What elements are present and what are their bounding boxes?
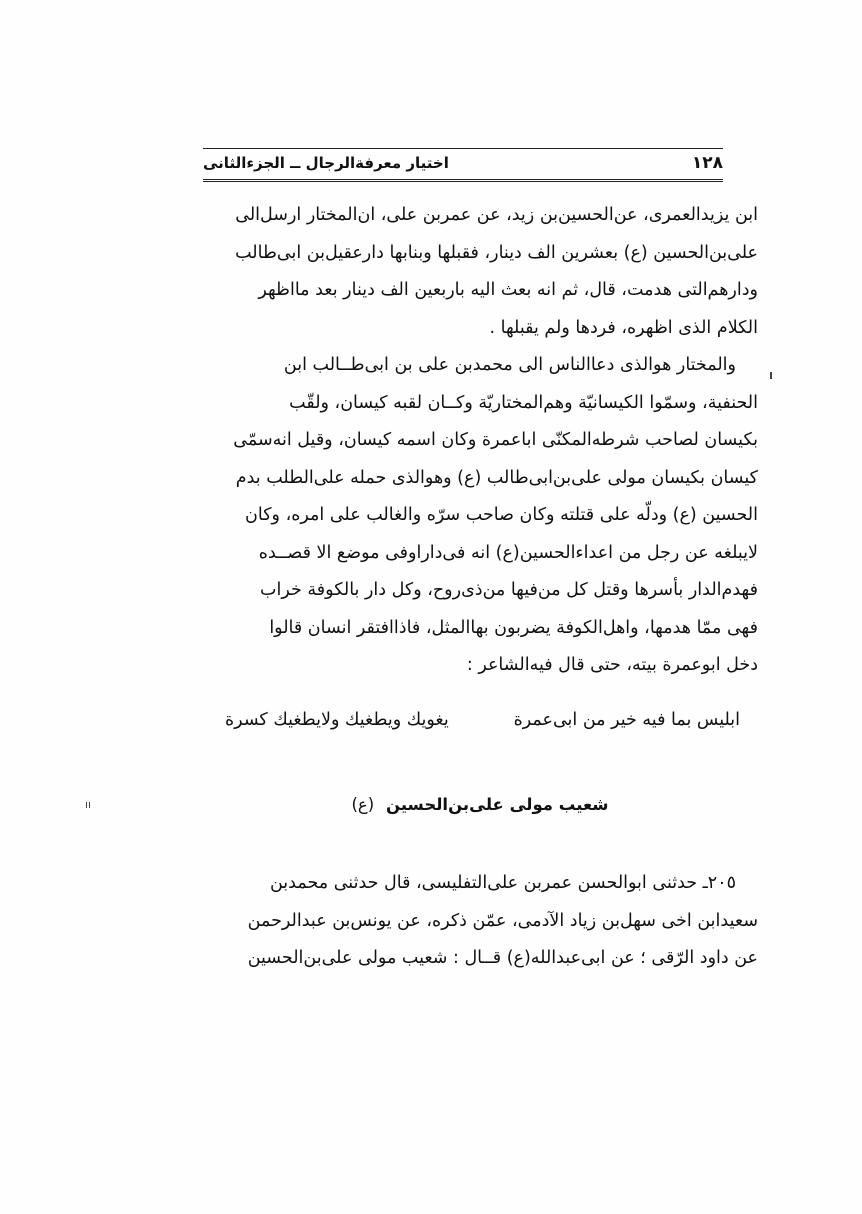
text-line: والمختار هوالذى دعاالناس الى محمدبن على بن ابى‌طــالب ابن xyxy=(283,355,736,375)
paragraph-2 xyxy=(198,347,758,685)
scan-artifact xyxy=(86,802,87,808)
scan-artifact xyxy=(89,802,90,808)
text-line: سعيدابن اخى سهل‌بن زياد الآدمى، عمّن ذكره، عن يونس‌بن عبدالرحمن xyxy=(247,910,758,931)
section-heading xyxy=(200,795,760,814)
paragraph-3 xyxy=(198,865,758,978)
text-line: ابن يزيدالعمرى، عن‌الحسين‌بن زيد، عن عمربن على، ان‌المختار ارسل‌الى xyxy=(235,205,758,225)
text-line: الكلام الذى اظهره، فردها ولم يقبلها . xyxy=(489,317,758,338)
page-number: ١٢٨ xyxy=(691,153,723,173)
paragraph-1 xyxy=(198,197,758,347)
section-heading-title: شعيب مولى على‌بن‌الحسين xyxy=(385,795,609,814)
text-line: فهى ممّا هدمها، واهل‌الكوفة يضربون بهاالمثل، فاذاافتقر انسان قالوا xyxy=(269,617,758,638)
text-line: دخل ابوعمرة بيته، حتى قال فيه‌الشاعر : xyxy=(466,655,758,675)
running-head xyxy=(203,148,723,182)
text-line: كيسان بكيسان مولى على‌بن‌ابى‌طالب (ع) وهوالذى حمله على‌الطلب بدم xyxy=(235,467,758,488)
verse-second-hemistich: يغويك ويطغيك ولايطغيك كسرة xyxy=(225,710,449,730)
verse-couplet xyxy=(225,702,740,739)
verse-first-hemistich: ابليس بما فيه خير من ابى‌عمرة xyxy=(513,710,740,730)
text-line: لايبلغه عن رجل من اعداءالحسين(ع) انه فى‌داراوفى موضع الا قصــده xyxy=(258,542,758,563)
section-heading-tag: (ع) xyxy=(351,795,375,814)
text-line: عن داود الرّقى ؛ عن ابى‌عبدالله(ع) قــال : شعيب مولى على‌بن‌الحسين xyxy=(247,948,758,968)
text-line: بكيسان لصاحب شرطه‌المكنّى اباعمرة وكان اسمه كيسان، وقيل انه‌سمّى xyxy=(233,430,758,450)
book-title: اختيار معرفةالرجال ــ الجزءالثانى xyxy=(203,154,449,172)
text-line: الحنفية، وسمّوا الكيسانيّة وهم‌المختاريّة وكــان لقبه كيسان، ولقّب xyxy=(289,392,758,413)
text-line: فهدم‌الدار بأسرها وقتل كل من‌فيها من‌ذى‌روح، وكل دار بالكوفة خراب xyxy=(260,580,758,600)
text-line: ودارهم‌التى هدمت، قال، ثم انه بعث اليه باربعين الف دينار بعد مااظهر xyxy=(258,280,758,300)
scan-artifact xyxy=(770,372,772,379)
text-line: ٢٠٥ـ حدثنى ابوالحسن عمربن على‌التفليسى، قال حدثنى محمدبن xyxy=(269,873,736,893)
text-line: على‌بن‌الحسين (ع) بعشرين الف دينار، فقبلها وبنابها دارعقيل‌بن ابى‌طالب xyxy=(235,242,758,263)
text-line: الحسين (ع) ودلّه على قتلته وكان صاحب سرّه والغالب على امره، وكان xyxy=(245,505,758,525)
